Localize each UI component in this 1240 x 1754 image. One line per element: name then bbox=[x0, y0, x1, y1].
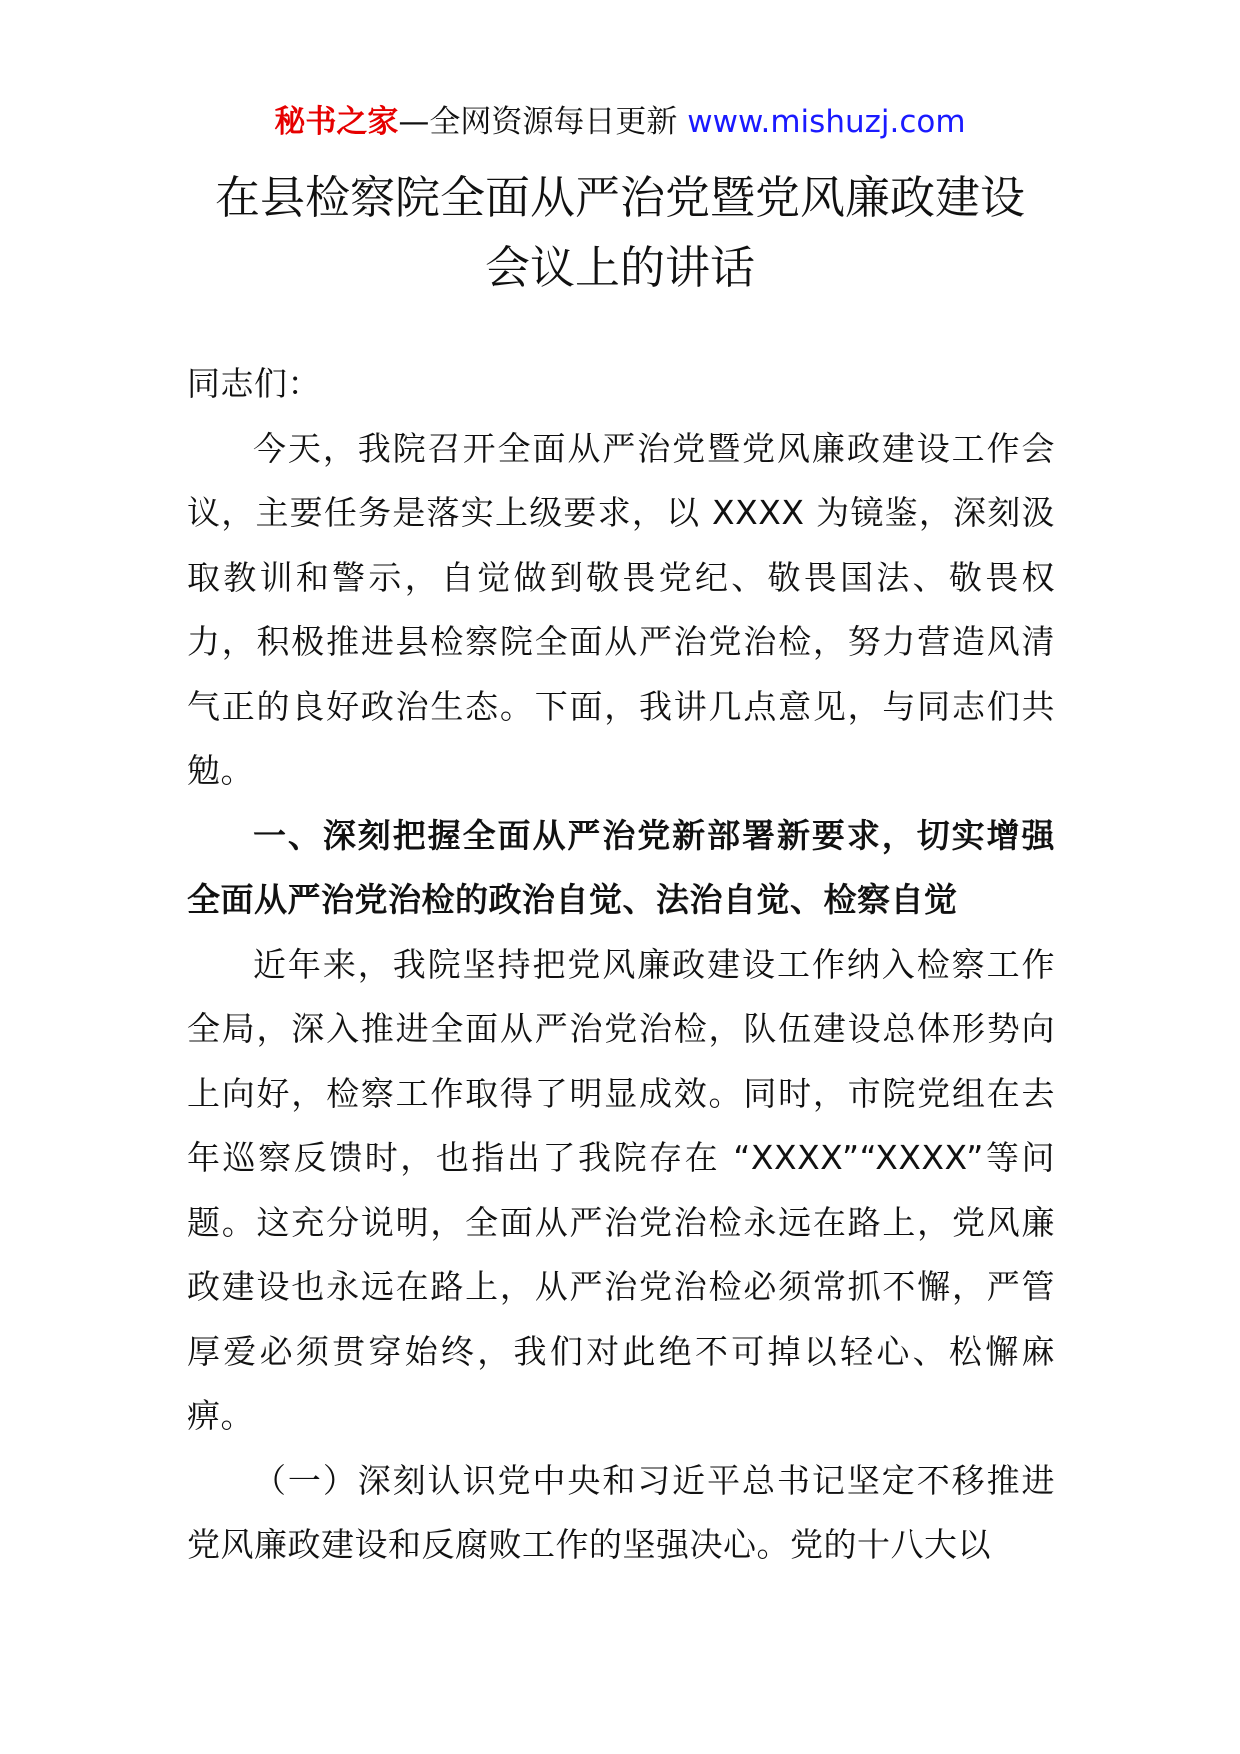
title-line-1: 在县检察院全面从严治党暨党风廉政建设 bbox=[214, 171, 1025, 224]
section-heading-1: 一、深刻把握全面从严治党新部署新要求，切实增强全面从严治党治检的政治自觉、法治自觉、检察自觉 bbox=[187, 815, 1055, 919]
site-header bbox=[0, 100, 1240, 144]
title-line-2: 会议上的讲话 bbox=[484, 241, 755, 294]
site-tagline: —全网资源每日更新 bbox=[398, 104, 678, 140]
paragraph-intro: 今天，我院召开全面从严治党暨党风廉政建设工作会议，主要任务是落实上级要求，以 XXXX 为镜鉴，深刻汲取教训和警示，自觉做到敬畏党纪、敬畏国法、敬畏权力，积极推进县检察院全面从严治党治检，努力营造风清气正的良好政治生态。下面，我讲几点意见，与同志们共勉。 bbox=[187, 428, 1055, 790]
paragraph-section1: 近年来，我院坚持把党风廉政建设工作纳入检察工作全局，深入推进全面从严治党治检，队伍建设总体形势向上向好，检察工作取得了明显成效。同时，市院党组在去年巡察反馈时，也指出了我院存在 “XXXX”“XXXX”等问题。这充分说明，全面从严治党治检永远在路上，党风廉政建设也永远在路上，从严治党治检必须常抓不懈，严管厚爱必须贯穿始终，我们对此绝不可掉以轻心、松懈麻痹。 bbox=[187, 944, 1055, 1435]
paragraph-subsection1: （一）深刻认识党中央和习近平总书记坚定不移推进党风廉政建设和反腐败工作的坚强决心。党的十八大以 bbox=[187, 1460, 1055, 1564]
salutation: 同志们： bbox=[187, 364, 321, 403]
site-brand: 秘书之家 bbox=[274, 104, 399, 140]
document-title bbox=[0, 163, 1240, 303]
document-body bbox=[187, 352, 1055, 1578]
site-url-link[interactable]: www.mishuzj.com bbox=[687, 104, 966, 140]
